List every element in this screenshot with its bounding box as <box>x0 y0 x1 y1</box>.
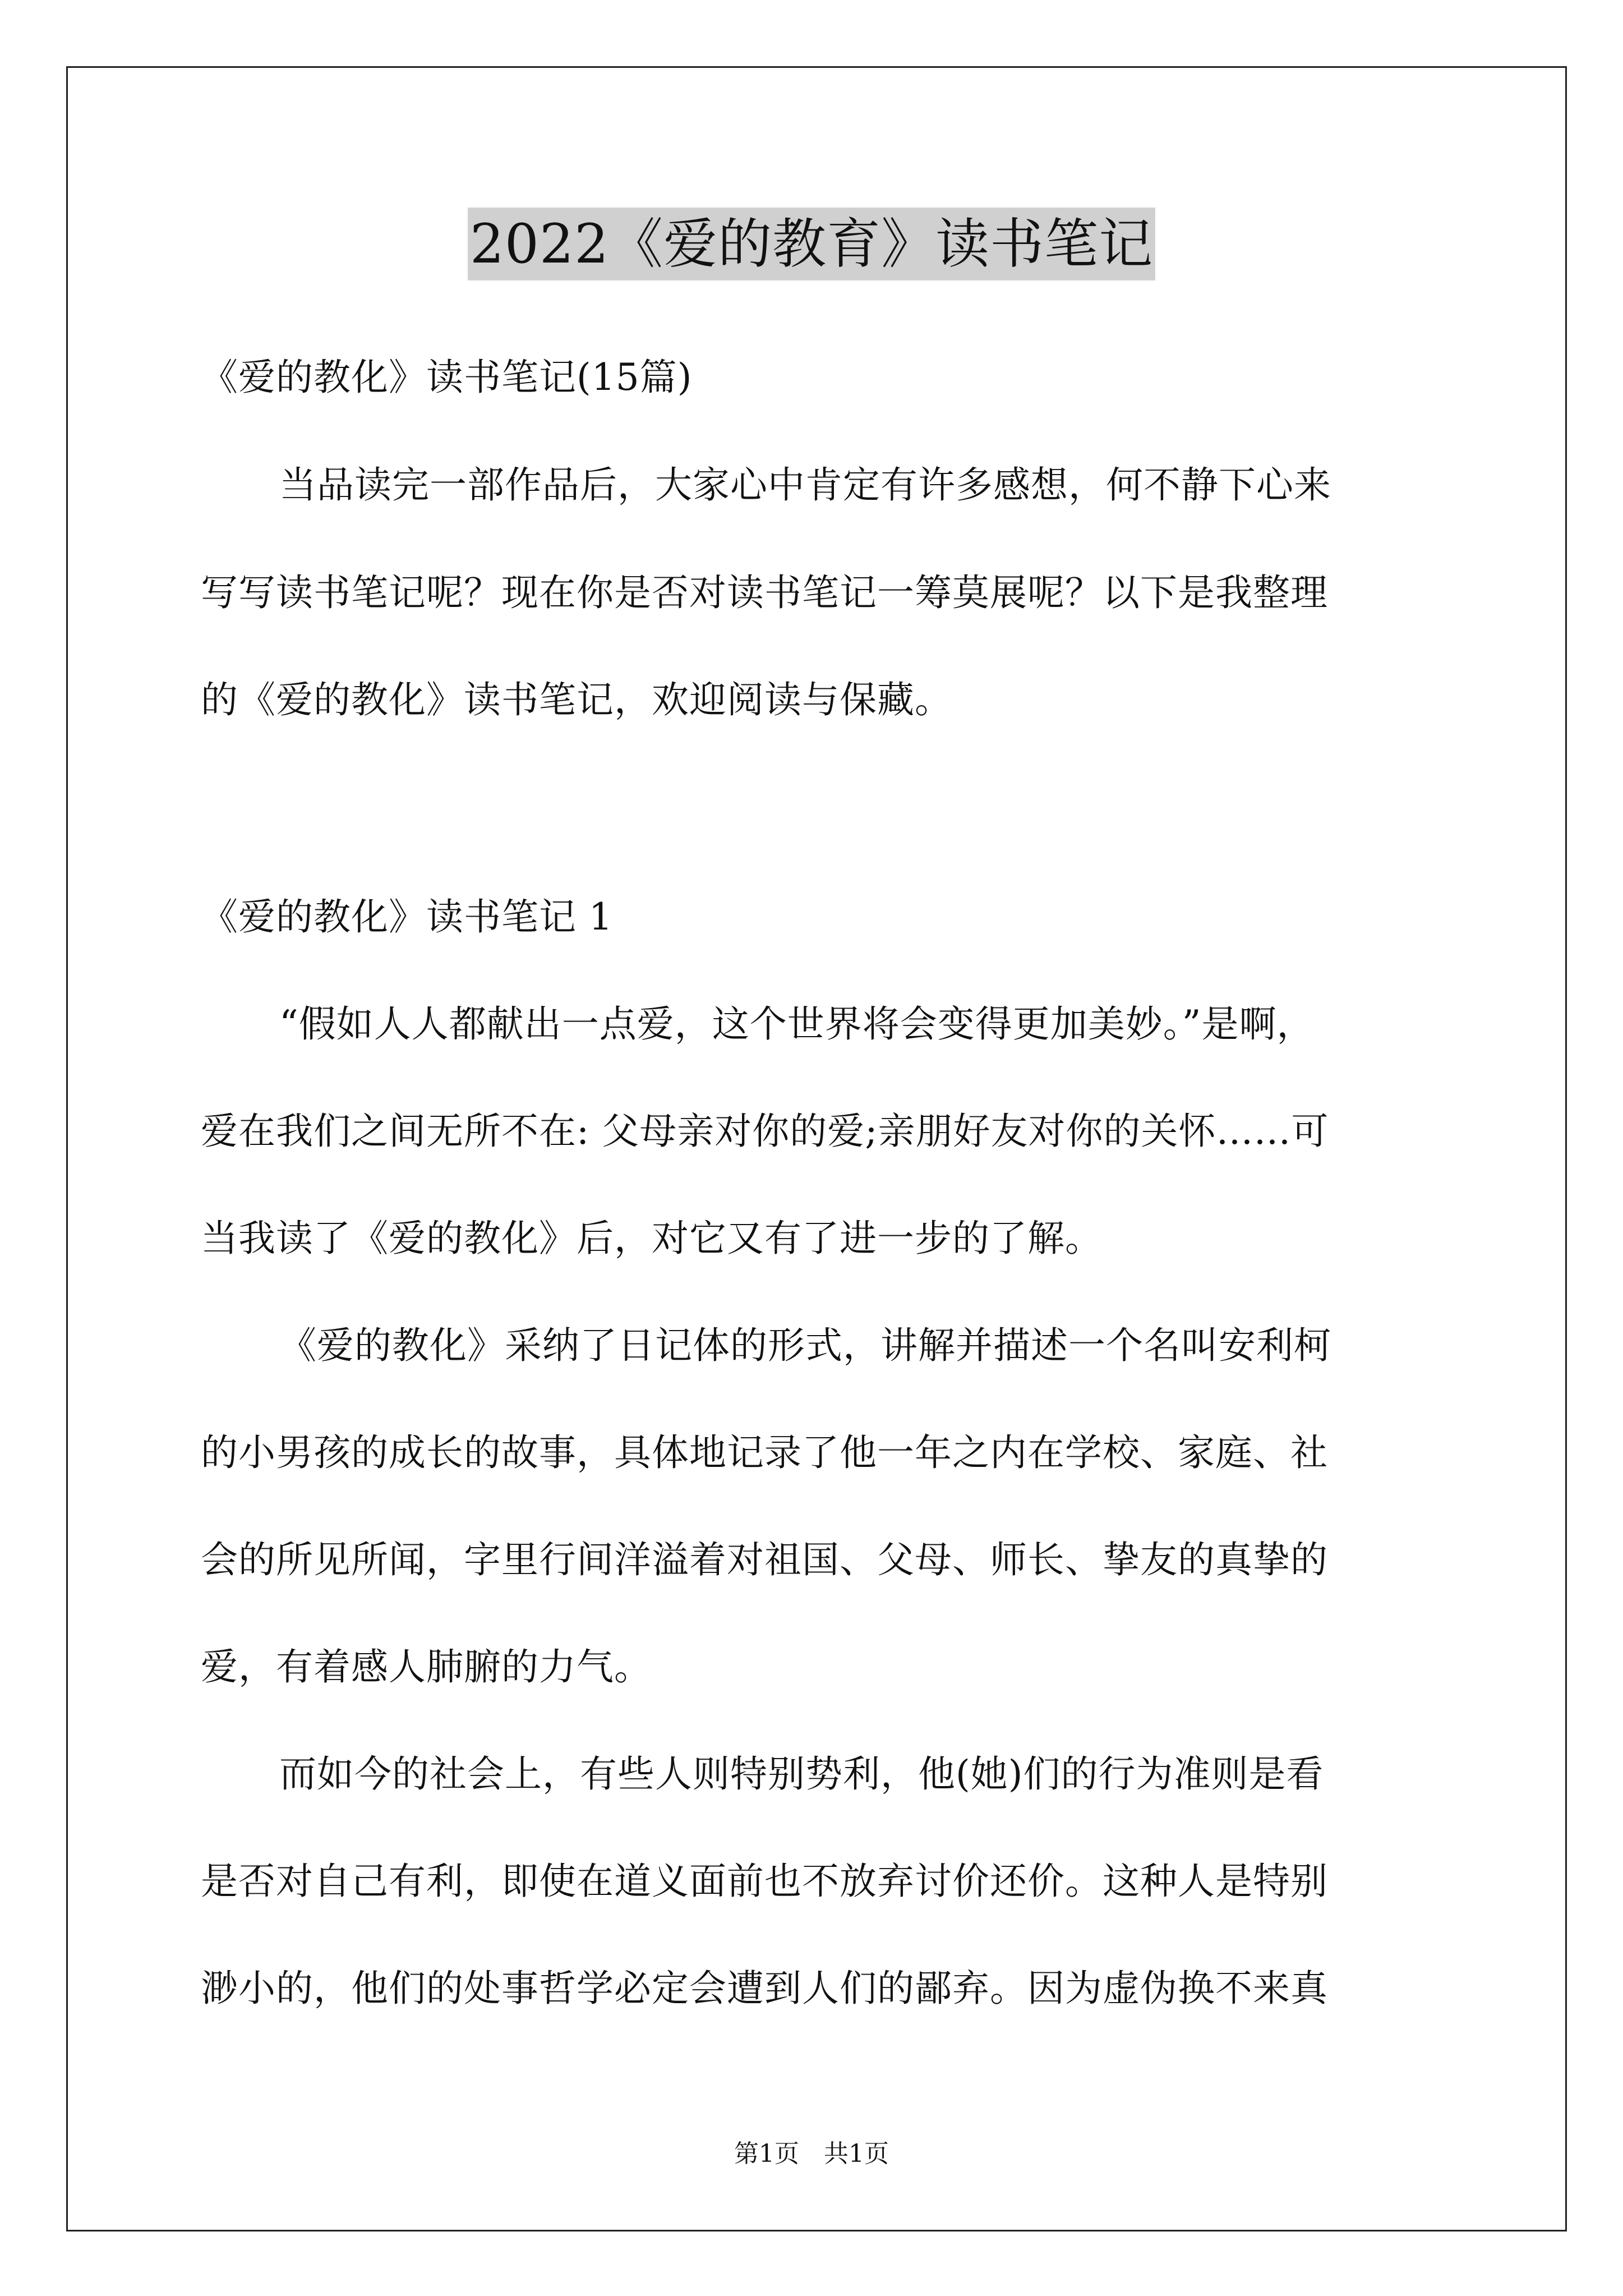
paragraph-line: 当我读了《爱的教化》后，对它又有了进一步的了解。 <box>201 1217 1103 1260</box>
paragraph-line: 爱，有着感人肺腑的力气。 <box>201 1645 652 1688</box>
paragraph-line: 爱在我们之间无所不在: 父母亲对你的爱;亲朋好友对你的关怀……可 <box>201 1110 1329 1153</box>
intro-line: 的《爱的教化》读书笔记，欢迎阅读与保藏。 <box>201 678 952 721</box>
document-title: 2022《爱的教育》读书笔记 <box>468 208 1155 280</box>
paragraph-line: 而如今的社会上，有些人则特别势利，他(她)们的行为准则是看 <box>279 1752 1324 1796</box>
paragraph-line: 《爱的教化》采纳了日记体的形式，讲解并描述一个名叫安利柯 <box>279 1324 1331 1367</box>
section-heading: 《爱的教化》读书笔记 1 <box>201 895 613 938</box>
intro-line: 写写读书笔记呢？现在你是否对读书笔记一筹莫展呢？以下是我整理 <box>201 571 1328 614</box>
page-footer: 第1页 共1页 <box>734 2139 889 2168</box>
paragraph-line: 渺小的，他们的处事哲学必定会遭到人们的鄙弃。因为虚伪换不来真 <box>201 1967 1328 2010</box>
title-container <box>0 208 1623 280</box>
document-subtitle: 《爱的教化》读书笔记(15篇) <box>201 356 693 399</box>
paragraph-line: 的小男孩的成长的故事，具体地记录了他一年之内在学校、家庭、社 <box>201 1431 1328 1474</box>
intro-line: 当品读完一部作品后，大家心中肯定有许多感想，何不静下心来 <box>279 463 1331 507</box>
paragraph-line: 会的所见所闻，字里行间洋溢着对祖国、父母、师长、挚友的真挚的 <box>201 1538 1328 1581</box>
paragraph-line: 是否对自己有利，即使在道义面前也不放弃讨价还价。这种人是特别 <box>201 1860 1328 1903</box>
paragraph-line: “假如人人都献出一点爱，这个世界将会变得更加美妙。”是啊， <box>279 1002 1315 1046</box>
